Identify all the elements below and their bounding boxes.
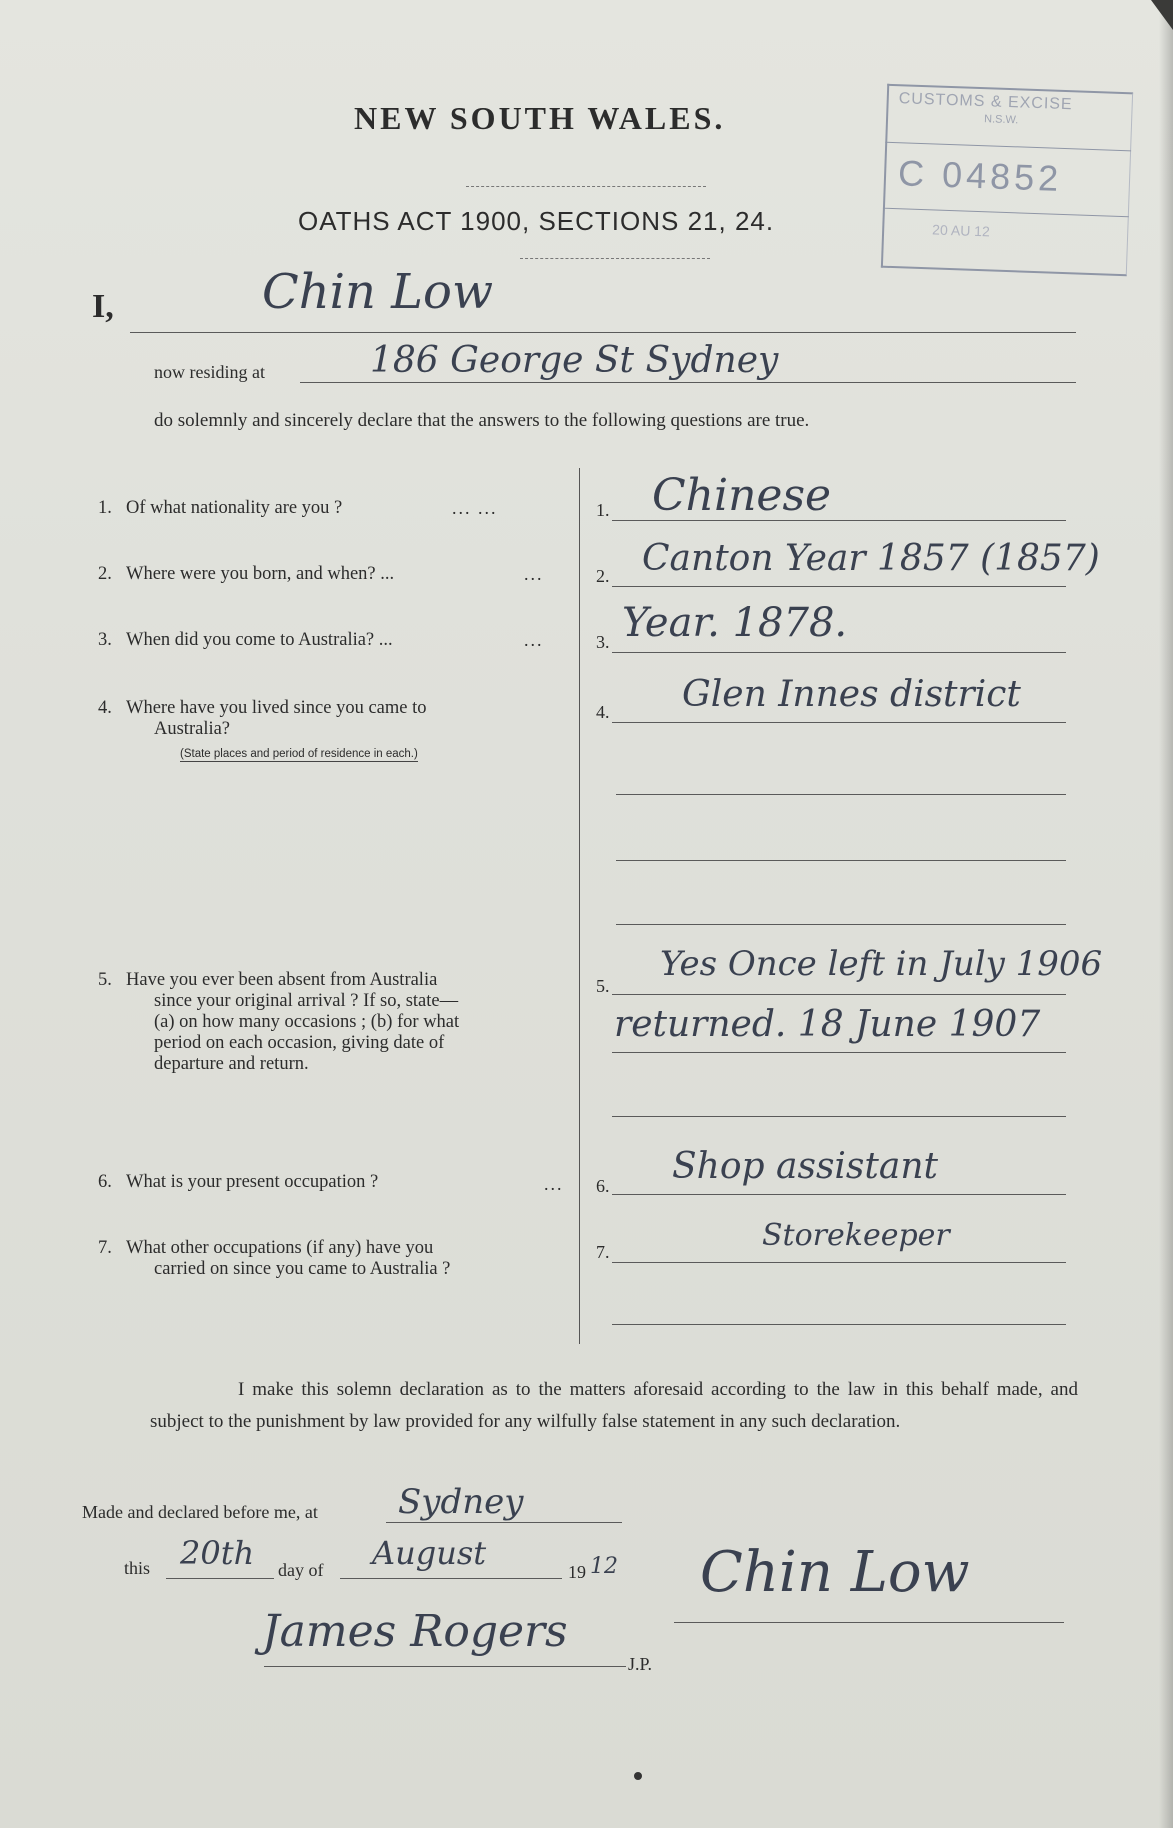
leader-dots: ... — [524, 630, 544, 650]
answer-number: 2. — [596, 566, 610, 586]
answer-line-blank — [616, 860, 1066, 861]
answer-3: Year. 1878. — [622, 600, 848, 646]
question-text: What other occupations (if any) have you — [126, 1238, 434, 1258]
declarant-signature-line — [674, 1622, 1064, 1623]
question-3 — [98, 630, 393, 651]
question-5 — [98, 970, 578, 1075]
stamp-number: C 04852 — [897, 152, 1063, 199]
day-of-label: day of — [278, 1560, 324, 1580]
question-4-note: (State places and period of residence in each.) — [180, 748, 418, 760]
answer-line — [612, 722, 1066, 723]
jp-signature: James Rogers — [262, 1606, 568, 1657]
question-2 — [98, 564, 394, 585]
question-number: 6. — [98, 1172, 112, 1192]
leader-dots: ... — [524, 564, 544, 584]
jp-label: J.P. — [628, 1654, 653, 1674]
solemn-declaration-paragraph: I make this solemn declaration as to the matters aforesaid according to the law in this behalf made, and subject to the punishment by law provided for any wilfully false statement in any such declaration. — [150, 1379, 1078, 1432]
answer-line — [612, 994, 1066, 995]
question-4 — [98, 698, 578, 740]
answer-number: 1. — [596, 500, 610, 520]
month-line — [340, 1578, 562, 1579]
name-line — [130, 332, 1076, 333]
question-7 — [98, 1238, 578, 1280]
question-text: Have you ever been absent from Australia — [126, 970, 438, 990]
question-number: 3. — [98, 630, 112, 650]
question-6 — [98, 1172, 378, 1193]
answer-line — [612, 586, 1066, 587]
year-prefix: 19 — [568, 1562, 586, 1582]
answer-number: 3. — [596, 632, 610, 652]
question-number: 1. — [98, 498, 112, 518]
answer-1: Chinese — [652, 470, 832, 521]
form-subtitle: OATHS ACT 1900, SECTIONS 21, 24. — [298, 206, 775, 236]
answer-number: 4. — [596, 702, 610, 722]
question-text: Where were you born, and when? ... — [126, 564, 395, 584]
question-text: since your original arrival ? If so, state— — [154, 991, 459, 1011]
question-text: departure and return. — [154, 1054, 309, 1074]
declaration-year: 12 — [590, 1554, 618, 1579]
jp-signature-line — [264, 1666, 626, 1667]
column-divider — [579, 468, 580, 1344]
answer-line-blank — [616, 924, 1066, 925]
question-number: 2. — [98, 564, 112, 584]
answer-line — [612, 1262, 1066, 1263]
leader-dots: ... — [544, 1174, 564, 1194]
this-label: this — [124, 1558, 151, 1578]
title-divider — [466, 186, 706, 187]
question-text: When did you come to Australia? ... — [126, 630, 393, 650]
question-number: 4. — [98, 698, 112, 718]
declarant-signature: Chin Low — [700, 1540, 970, 1605]
answer-4: Glen Innes district — [682, 674, 1021, 715]
customs-stamp — [881, 84, 1133, 276]
stamp-date: 20 AU 12 — [931, 221, 991, 240]
answer-number: 6. — [596, 1176, 610, 1196]
made-declared-label: Made and declared before me, at — [82, 1502, 318, 1522]
page-edge-shadow — [1159, 0, 1173, 1828]
place-line — [386, 1522, 622, 1523]
answer-6: Shop assistant — [672, 1146, 938, 1187]
answer-line — [612, 652, 1066, 653]
answer-7: Storekeeper — [762, 1218, 950, 1253]
answer-line-blank — [612, 1324, 1066, 1325]
answer-number: 7. — [596, 1242, 610, 1262]
question-text: Of what nationality are you ? — [126, 498, 343, 518]
leader-dots: ... ... — [452, 498, 498, 518]
question-text: Australia? — [154, 719, 231, 739]
question-number: 7. — [98, 1238, 112, 1258]
question-text: period on each occasion, giving date of — [154, 1033, 445, 1053]
declarant-name: Chin Low — [262, 264, 494, 320]
stamp-department: CUSTOMS & EXCISE — [898, 90, 1073, 114]
question-text: What is your present occupation ? — [126, 1172, 379, 1192]
declaration-month: August — [372, 1534, 487, 1572]
declaration-statement: do solemnly and sincerely declare that the answers to the following questions are true. — [154, 410, 810, 431]
answer-5-line-1: Yes Once left in July 1906 — [660, 944, 1103, 984]
subtitle-divider — [520, 258, 710, 259]
declaration-day: 20th — [180, 1534, 255, 1572]
answer-number: 5. — [596, 976, 610, 996]
question-text: Where have you lived since you came to — [126, 698, 427, 718]
form-title: NEW SOUTH WALES. — [354, 100, 726, 136]
question-text: carried on since you came to Australia ? — [154, 1259, 451, 1279]
answer-line-blank — [616, 794, 1066, 795]
residing-label: now residing at — [154, 362, 265, 382]
declaration-place: Sydney — [398, 1482, 524, 1522]
answer-2: Canton Year 1857 (1857) — [642, 538, 1100, 579]
question-1 — [98, 498, 342, 519]
address-line — [300, 382, 1076, 383]
day-line — [166, 1578, 274, 1579]
question-text: (a) on how many occasions ; (b) for what — [154, 1012, 460, 1032]
question-number: 5. — [98, 970, 112, 990]
answer-line — [612, 1194, 1066, 1195]
answer-line — [612, 1052, 1066, 1053]
declarant-address: 186 George St Sydney — [370, 340, 779, 381]
stamp-state: N.S.W. — [983, 113, 1019, 127]
i-label: I, — [92, 288, 114, 325]
ink-dot — [634, 1772, 642, 1780]
answer-line-blank — [612, 1116, 1066, 1117]
answer-5-line-2: returned. 18 June 1907 — [614, 1004, 1041, 1045]
